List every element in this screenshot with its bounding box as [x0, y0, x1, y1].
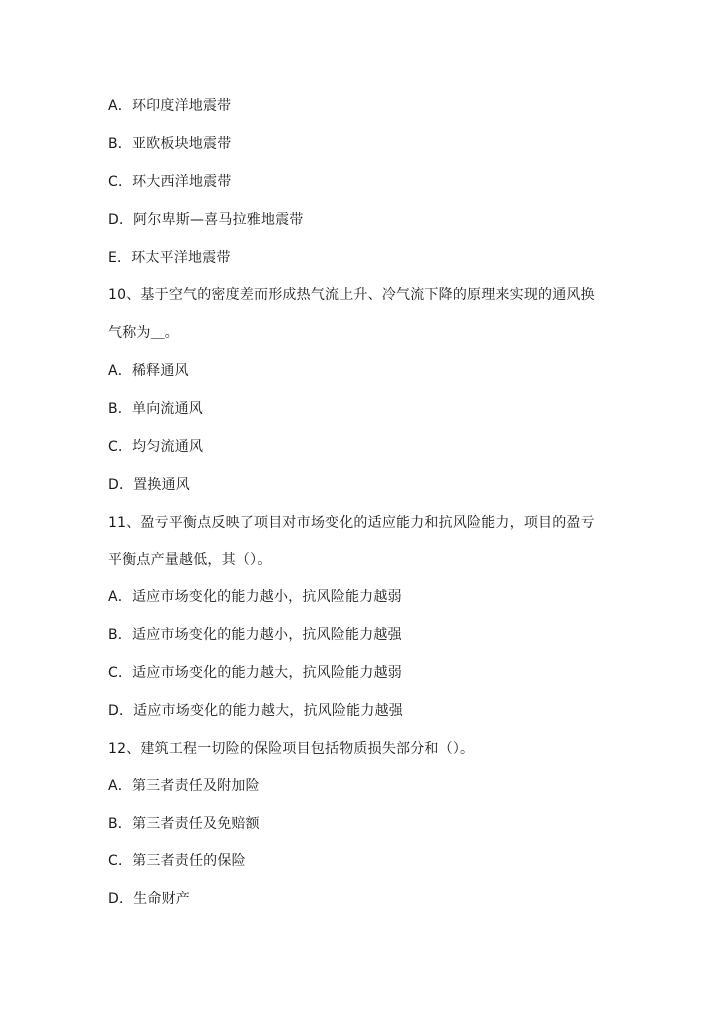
q11-option-a: A．适应市场变化的能力越小，抗风险能力越弱: [108, 589, 402, 605]
q9-option-d: D．阿尔卑斯—喜马拉雅地震带: [108, 212, 304, 228]
q9-option-b: B．亚欧板块地震带: [108, 136, 232, 152]
q12-stem-line1: 12、建筑工程一切险的保险项目包括物质损失部分和（）。: [108, 741, 475, 757]
q12-option-b: B．第三者责任及免赔额: [108, 816, 260, 832]
q12-option-a: A．第三者责任及附加险: [108, 778, 260, 794]
q9-option-a: A．环印度洋地震带: [108, 98, 232, 114]
q11-stem-line2: 平衡点产量越低，其（）。: [108, 552, 272, 568]
q10-option-d: D．置换通风: [108, 477, 190, 493]
q9-option-c: C．环大西洋地震带: [108, 174, 232, 190]
q10-option-a: A．稀释通风: [108, 363, 189, 379]
q10-stem-line1: 10、基于空气的密度差而形成热气流上升、冷气流下降的原理来实现的通风换: [108, 287, 595, 303]
q12-option-c: C．第三者责任的保险: [108, 853, 246, 869]
q11-option-c: C．适应市场变化的能力越大，抗风险能力越弱: [108, 665, 402, 681]
q9-option-e: E．环太平洋地震带: [108, 250, 231, 266]
q11-option-d: D．适应市场变化的能力越大，抗风险能力越强: [108, 703, 403, 719]
q10-option-b: B．单向流通风: [108, 401, 204, 417]
q11-option-b: B．适应市场变化的能力越小，抗风险能力越强: [108, 627, 402, 643]
q10-stem-line2: 气称为＿。: [108, 325, 179, 341]
q11-stem-line1: 11、盈亏平衡点反映了项目对市场变化的适应能力和抗风险能力，项目的盈亏: [108, 515, 595, 531]
q12-option-d: D．生命财产: [108, 891, 190, 907]
q10-option-c: C．均匀流通风: [108, 439, 204, 455]
